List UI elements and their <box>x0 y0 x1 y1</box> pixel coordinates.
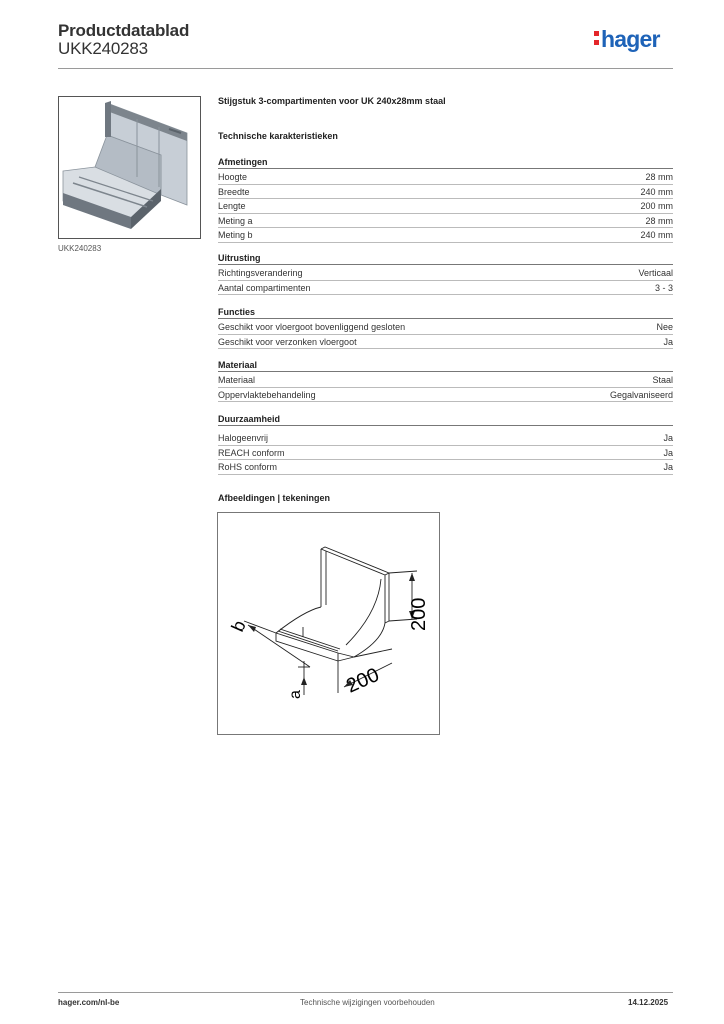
section-title-afmetingen: Afmetingen <box>218 155 673 169</box>
spec-value: 200 mm <box>640 201 673 212</box>
spec-value: 3 - 3 <box>654 282 673 293</box>
technical-drawing <box>217 512 440 735</box>
spec-row <box>218 373 673 388</box>
cable-duct-riser-icon <box>59 97 200 238</box>
spec-value: 28 mm <box>645 215 673 226</box>
spec-row <box>218 185 673 200</box>
spec-key: REACH conform <box>218 447 285 458</box>
section-title-functies: Functies <box>218 305 673 319</box>
spec-key: Halogeenvrij <box>218 433 269 443</box>
spec-value: 28 mm <box>645 172 673 182</box>
drawings-heading: Afbeeldingen | tekeningen <box>218 493 331 503</box>
spec-key: Meting a <box>218 215 253 226</box>
spec-key: Hoogte <box>218 172 248 182</box>
photo-caption: UKK240283 <box>58 244 102 253</box>
spec-key: Materiaal <box>218 375 256 385</box>
page-title: Productdatablad <box>58 21 190 40</box>
spec-value: Verticaal <box>638 268 673 278</box>
spec-key: Geschikt voor vloergoot bovenliggend gesloten <box>218 322 406 332</box>
tech-heading: Technische karakteristieken <box>218 131 338 141</box>
hager-logo[interactable] <box>594 28 660 51</box>
dim-height-label: 200 <box>408 597 430 631</box>
spec-row <box>218 170 673 185</box>
product-photo <box>58 96 201 239</box>
spec-key: Richtingsverandering <box>218 268 303 278</box>
section-title-duurzaamheid: Duurzaamheid <box>218 412 673 426</box>
section-title-uitrusting: Uitrusting <box>218 251 673 265</box>
spec-value: Gegalvaniseerd <box>609 389 673 400</box>
dim-a-label: a <box>287 690 304 699</box>
spec-key: Breedte <box>218 186 250 197</box>
spec-value: Ja <box>663 447 673 458</box>
section-title-materiaal: Materiaal <box>218 358 673 372</box>
spec-row <box>218 388 673 403</box>
spec-key: RoHS conform <box>218 462 278 473</box>
spec-value: Ja <box>663 462 673 473</box>
spec-key: Lengte <box>218 201 246 212</box>
spec-value: Ja <box>663 433 673 443</box>
footer-notice: Technische wijzigingen voorbehouden <box>300 998 435 1007</box>
logo-dots-icon <box>594 31 599 46</box>
footer-divider <box>58 992 673 993</box>
spec-row <box>218 431 673 446</box>
footer-url-link[interactable]: hager.com/nl-be <box>58 998 120 1007</box>
spec-row <box>218 266 673 281</box>
spec-row <box>218 228 673 243</box>
dim-length-label: 200 <box>343 663 383 698</box>
spec-value: Staal <box>652 375 673 385</box>
spec-row <box>218 199 673 214</box>
spec-value: Ja <box>663 336 673 347</box>
spec-key: Meting b <box>218 230 253 241</box>
logo-text: hager <box>601 26 660 52</box>
spec-row <box>218 281 673 296</box>
spec-value: 240 mm <box>640 186 673 197</box>
spec-row <box>218 320 673 335</box>
dimension-drawing-icon <box>218 513 439 734</box>
product-name: Stijgstuk 3-compartimenten voor UK 240x28mm staal <box>218 96 446 106</box>
spec-value: Nee <box>656 322 673 332</box>
dim-b-label: b <box>227 617 250 635</box>
spec-row <box>218 446 673 461</box>
spec-key: Geschikt voor verzonken vloergoot <box>218 336 357 347</box>
spec-row <box>218 214 673 229</box>
spec-key: Aantal compartimenten <box>218 282 311 293</box>
spec-row <box>218 335 673 350</box>
spec-value: 240 mm <box>640 230 673 241</box>
spec-key: Oppervlaktebehandeling <box>218 389 316 400</box>
footer-date: 14.12.2025 <box>628 998 669 1007</box>
spec-row <box>218 460 673 475</box>
header-divider <box>58 68 673 69</box>
product-code: UKK240283 <box>58 39 148 58</box>
